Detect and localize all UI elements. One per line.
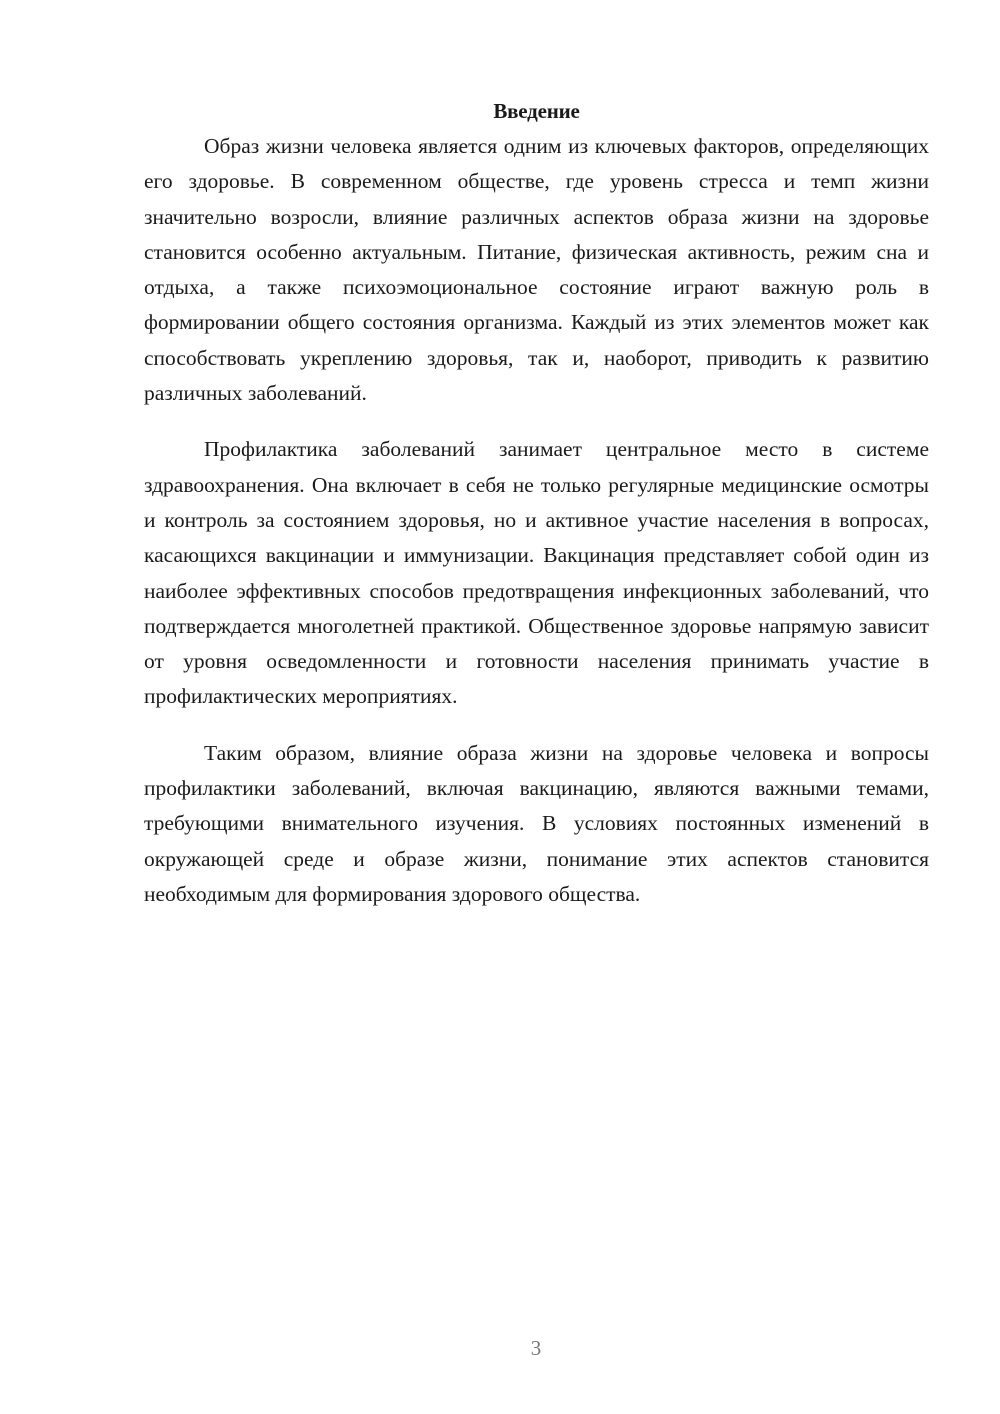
section-heading: Введение — [493, 99, 580, 123]
page-number: 3 — [530, 1336, 542, 1360]
paragraph-1: Образ жизни человека является одним из ключевых факторов, определяющих его здоровье. В современном обществе, где уровень стресса и темп жизни значительно возросли, влияние различных аспектов образа жизни на здоровье становится особенно актуальным. Питание, физическая активность, режим сна и отдыха, а также психоэмоциональное состояние играют важную роль в формировании общего состояния организма. Каждый из этих элементов может как способствовать укреплению здоровья, так и, наоборот, приводить к развитию различных заболеваний. — [144, 134, 929, 406]
paragraph-2: Профилактика заболеваний занимает центральное место в системе здравоохранения. Она включает в себя не только регулярные медицинские осмотры и контроль за состоянием здоровья, но и активное участие населения в вопросах, касающихся вакцинации и иммунизации. Вакцинация представляет собой один из наиболее эффективных способов предотвращения инфекционных заболеваний, что подтверждается многолетней практикой. Общественное здоровье напрямую зависит от уровня осведомленности и готовности населения принимать участие в профилактических мероприятиях. — [144, 437, 929, 709]
document-body — [144, 94, 929, 933]
paragraph-3: Таким образом, влияние образа жизни на здоровье человека и вопросы профилактики заболеваний, включая вакцинацию, являются важными темами, требующими внимательного изучения. В условиях постоянных изменений в окружающей среде и образе жизни, понимание этих аспектов становится необходимым для формирования здорового общества. — [144, 740, 929, 906]
